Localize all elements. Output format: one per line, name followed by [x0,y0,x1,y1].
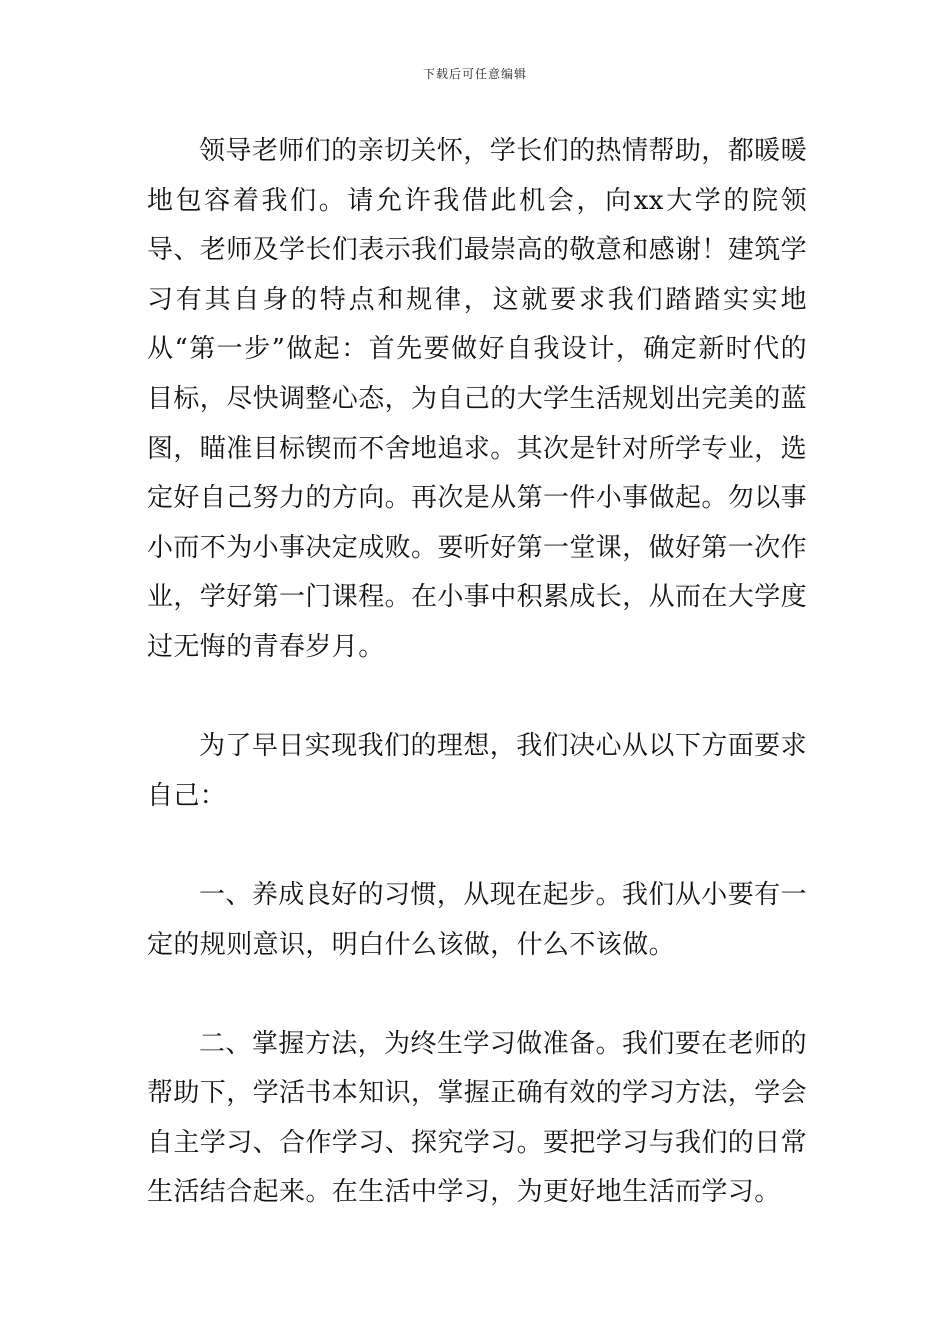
document-body [147,127,807,1218]
page-header: 下载后可任意编辑 [422,67,527,81]
paragraph-resolution-intro: 为了早日实现我们的理想，我们决心从以下方面要求自己： [147,731,807,811]
paragraph-point-two: 二、掌握方法，为终生学习做准备。我们要在老师的帮助下，学活书本知识，掌握正确有效的学习方法，学会自主学习、合作学习、探究学习。要把学习与我们的日常生活结合起来。在生活中学习，为更好地生活而学习。 [147,1028,808,1208]
paragraph-gratitude: 领导老师们的亲切关怀，学长们的热情帮助，都暖暖地包容着我们。请允许我借此机会，向xx大学的院领导、老师及学长们表示我们最崇高的敬意和感谢！建筑学习有其自身的特点和规律，这就要求我们踏踏实实地从“第一步”做起：首先要做好自我设计，确定新时代的目标，尽快调整心态，为自己的大学生活规划出完美的蓝图，瞄准目标锲而不舍地追求。其次是针对所学专业，选定好自己努力的方向。再次是从第一件小事做起。勿以事小而不为小事决定成败。要听好第一堂课，做好第一次作业，学好第一门课程。在小事中积累成长，从而在大学度过无悔的青春岁月。 [147,136,808,662]
paragraph-point-one: 一、养成良好的习惯，从现在起步。我们从小要有一定的规则意识，明白什么该做，什么不该做。 [147,879,807,960]
